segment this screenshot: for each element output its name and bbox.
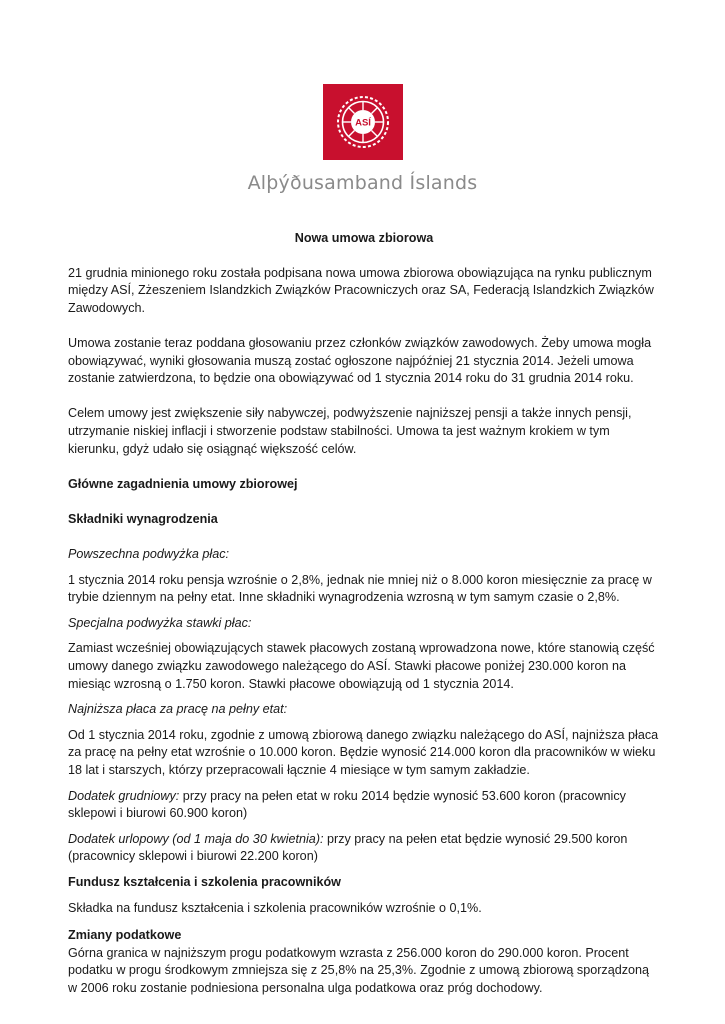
- section-heading-salary: Składniki wynagrodzenia: [68, 511, 218, 526]
- december-bonus-text: przy pracy na pełen etat w roku 2014 będzie wynosić 53.600 koron (pracownicy sklepowi i biurowi 60.900 koron): [68, 788, 626, 821]
- holiday-bonus-text: przy pracy na pełen etat będzie wynosić 29.500 koron (pracownicy sklepowi i biurowi 22.200 koron): [68, 831, 628, 864]
- holiday-bonus-paragraph: [68, 831, 660, 866]
- min-wage-text: Od 1 stycznia 2014 roku, zgodnie z umową zbiorową danego związku należącego do ASÍ, najniższa płaca za pracę na pełny etat wzrośnie o 10.000 koron. Będzie wynosić 214.000 koron dla pracowników w wieku 18 lat i starszych, którzy przepracowali łącznie 4 miesiące w tym samym zakładzie.: [68, 727, 659, 778]
- special-raise-text: Zamiast wcześniej obowiązujących stawek płacowych zostaną wprowadzona nowe, które stanowią część umowy danego związku zawodowego należącego do ASÍ. Stawki płacowe poniżej 230.000 koron na miesiąc wzrosną o 1.750 koron. Stawki płacowe obowiązują od 1 stycznia 2014.: [68, 641, 655, 691]
- document-body: [68, 230, 660, 1015]
- organization-name: Alþýðusamband Íslands: [247, 172, 478, 194]
- tax-heading: Zmiany podatkowe: [68, 928, 182, 943]
- december-bonus-label: Dodatek grudniowy:: [68, 788, 180, 803]
- min-wage-label: Najniższa płaca za pracę na pełny etat:: [68, 702, 288, 717]
- tax-text: Górna granica w najniższym progu podatkowym wzrasta z 256.000 koron do 290.000 koron. Procent podatku w progu środkowym zmniejsza się z 25,8% na 25,3%. Zgodnie z umową zbiorową sporządzoną w 2006 roku zostanie podniesiona personalna ulga podatkowa oraz próg dochodowy.: [68, 945, 650, 995]
- december-bonus-paragraph: [68, 788, 660, 823]
- asi-logo: [323, 84, 403, 160]
- logo-text: ASÍ: [355, 117, 371, 129]
- training-fund-text: Składka na fundusz kształcenia i szkolenia pracowników wzrośnie o 0,1%.: [68, 900, 482, 915]
- intro-paragraph: Celem umowy jest zwiększenie siły nabywczej, podwyższenie najniższej pensji a także innych pensji, utrzymanie niskiej inflacji i stworzenie podstaw stabilności. Umowa ta jest ważnym krokiem w tym kierunku, gdyż udało się osiągnąć większość celów.: [68, 406, 632, 456]
- general-raise-label: Powszechna podwyżka płac:: [68, 547, 230, 562]
- training-fund-heading: Fundusz kształcenia i szkolenia pracowników: [68, 875, 341, 889]
- general-raise-text: 1 stycznia 2014 roku pensja wzrośnie o 2,8%, jednak nie mniej niż o 8.000 koron miesięcznie za pracę w trybie dziennym na pełny etat. Inne składniki wynagrodzenia wzrosną w tym samym czasie o 2,8%.: [68, 572, 652, 605]
- section-heading-main: Główne zagadnienia umowy zbiorowej: [68, 476, 298, 491]
- gear-emblem-icon: [323, 84, 403, 160]
- intro-paragraph: 21 grudnia minionego roku została podpisana nowa umowa zbiorowa obowiązująca na rynku publicznym między ASÍ, Zżeszeniem Islandzkich Związków Pracowniczych oraz SA, Federacją Islandzkich Związków Zawodowych.: [68, 265, 654, 315]
- special-raise-label: Specjalna podwyżka stawki płac:: [68, 615, 252, 630]
- intro-paragraph: Umowa zostanie teraz poddana głosowaniu przez członków związków zawodowych. Żeby umowa mogła obowiązywać, wyniki głosowania muszą zostać ogłoszone najpóźniej 21 stycznia 2014. Jeżeli umowa zostanie zatwierdzona, to będzie ona obowiązywać od 1 stycznia 2014 roku do 31 grudnia 2014 roku.: [68, 335, 652, 386]
- holiday-bonus-label: Dodatek urlopowy (od 1 maja do 30 kwietnia):: [68, 831, 324, 846]
- page-title: Nowa umowa zbiorowa: [294, 231, 434, 245]
